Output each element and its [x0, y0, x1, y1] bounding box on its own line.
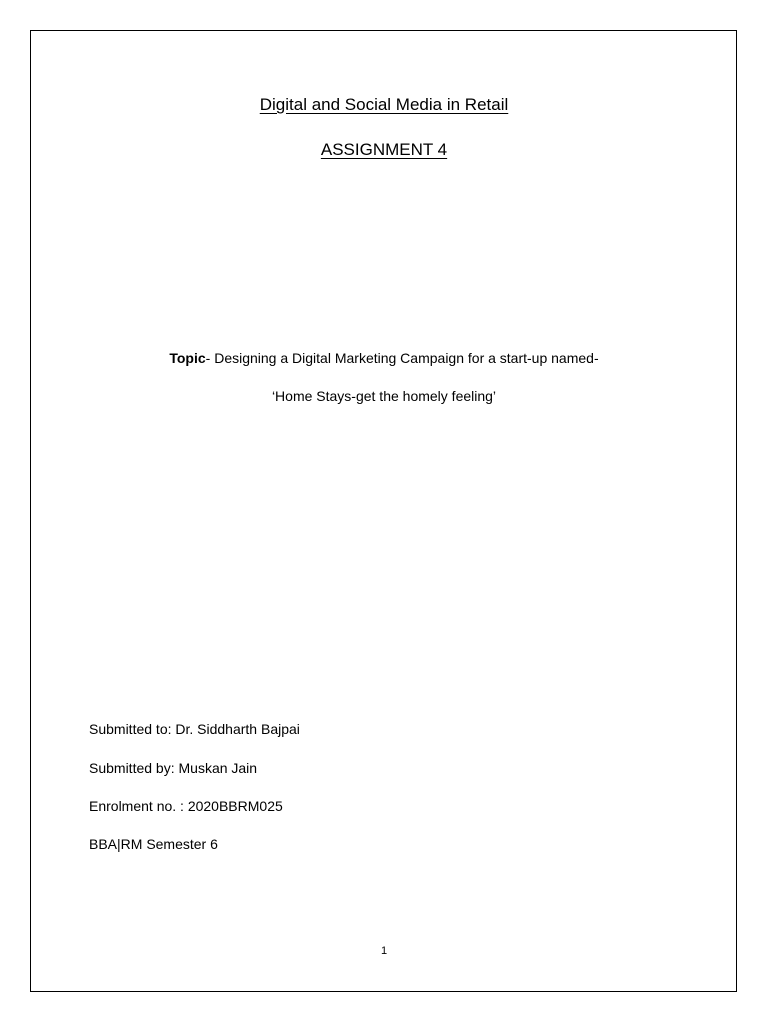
page-number: 1	[380, 945, 388, 957]
topic-line	[0, 350, 768, 366]
submitted-by: Submitted by: Muskan Jain	[89, 760, 258, 776]
submitted-to: Submitted to: Dr. Siddharth Bajpai	[89, 721, 300, 737]
topic-label: Topic	[169, 350, 206, 366]
enrolment-number: Enrolment no. : 2020BBRM025	[89, 798, 283, 814]
document-title: Digital and Social Media in Retail	[259, 95, 509, 114]
topic-subtitle: ‘Home Stays-get the homely feeling’	[271, 388, 497, 404]
program-semester: BBA|RM Semester 6	[89, 836, 218, 852]
assignment-label: ASSIGNMENT 4	[320, 140, 448, 159]
topic-text: - Designing a Digital Marketing Campaign for a start-up named-	[205, 350, 599, 366]
